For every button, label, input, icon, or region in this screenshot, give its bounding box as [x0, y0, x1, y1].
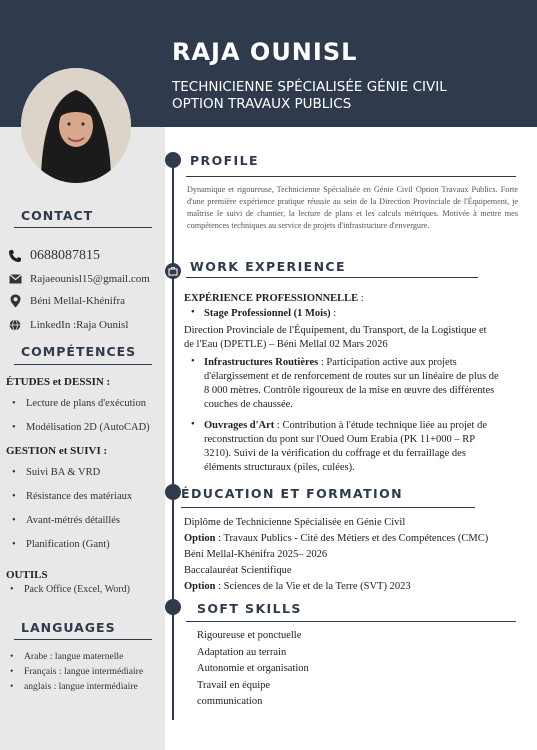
- education-diploma: Diplôme de Technicienne Spécialisée en Génie Civil: [184, 517, 406, 528]
- title-line-2: OPTION TRAVAUX PUBLICS: [172, 96, 352, 112]
- experience-item-2-lead: : Contribution à l'étude technique liée au projet de: [274, 420, 487, 431]
- list-item: Adaptation au terrain: [197, 646, 287, 658]
- list-item: • Planification (Gant): [10, 539, 132, 563]
- candidate-title: [172, 79, 447, 113]
- education-option-1-label: Option: [184, 533, 216, 544]
- title-line-1: TECHNICIENNE SPÉCIALISÉE GÉNIE CIVIL: [172, 79, 447, 95]
- languages-list: [8, 651, 143, 696]
- phone-number: 0688087815: [30, 248, 100, 263]
- profile-divider: [186, 176, 516, 177]
- linkedin-text[interactable]: LinkedIn :Raja Ounisl: [30, 319, 129, 331]
- experience-item-1-title: Infrastructures Routières: [204, 357, 319, 368]
- list-item: communication: [197, 696, 263, 707]
- competences-group-outils: OUTILS: [6, 569, 48, 581]
- contact-phone: [8, 248, 100, 264]
- contact-divider: [14, 227, 152, 228]
- competences-divider: [14, 364, 152, 365]
- experience-item-1-line-4: couches de chaussée.: [204, 399, 293, 410]
- experience-item-2-line-4: éléments structuraux (piles, culées).: [204, 462, 355, 473]
- experience-item-1-line-3: 8 000 mètres. Contrôle rigoureux de la mise en œuvre des différentes: [204, 385, 495, 396]
- education-option-2-text: : Sciences de la Vie et de la Terre (SVT) 2023: [215, 581, 411, 592]
- competences-heading: COMPÉTENCES: [21, 344, 137, 359]
- timeline-dot-education: [165, 484, 181, 500]
- contact-linkedin: [8, 318, 128, 332]
- list-item: • Arabe : langue maternelle: [8, 651, 143, 666]
- experience-divider: [186, 277, 478, 278]
- list-item: • Résistance des matériaux: [10, 491, 132, 515]
- competences-group-etudes: ÉTUDES et DESSIN :: [6, 376, 111, 388]
- education-option-2-label: Option: [184, 581, 216, 592]
- list-item: • Modélisation 2D (AutoCAD): [10, 422, 150, 446]
- org-line-1: Direction Provinciale de l'Équipement, du Transport, de la Logistique et: [184, 325, 487, 336]
- timeline-line: [172, 160, 174, 720]
- profile-text: Dynamique et rigoureuse, Technicienne Spécialisée en Génie Civil Option Travaux Publics. Forte d'une première expérience pratique réussie au sein de la Direction Provinciale de l'Équipement, je maîtrise le suivi de chantier, la lecture de plans et les calculs métriques. Motivée à mettre mes compétences techniques au service de projets d'infrastructure d'envergure.: [187, 185, 518, 230]
- experience-item-1: [204, 356, 499, 412]
- experience-subheading-suffix: :: [358, 293, 364, 304]
- profile-heading: PROFILE: [190, 153, 259, 168]
- experience-subheading-text: EXPÉRIENCE PROFESSIONNELLE: [184, 293, 359, 304]
- experience-item-1-line-1: [204, 356, 499, 370]
- bullet: •: [191, 419, 195, 430]
- competences-outils-list: [8, 584, 130, 595]
- education-place-years: Béni Mellal-Khénifra 2025– 2026: [184, 549, 328, 560]
- list-item: • Pack Office (Excel, Word): [8, 584, 130, 595]
- list-item: • Suivi BA & VRD: [10, 467, 132, 491]
- list-item: Rigoureuse et ponctuelle: [197, 630, 302, 641]
- experience-item-2-line-1: [204, 419, 487, 433]
- list-item: Autonomie et organisation: [197, 663, 309, 674]
- experience-item-2-title: Ouvrages d'Art: [204, 420, 275, 431]
- location-pin-icon: [8, 294, 22, 308]
- softskills-list: [197, 629, 309, 712]
- list-item: • Lecture de plans d'exécution: [10, 398, 150, 422]
- education-option-1: [184, 532, 488, 546]
- softskills-divider: [186, 621, 516, 622]
- competences-gestion-list: [10, 467, 132, 563]
- org-line-2: de l'Eau (DPETLE) – Béni Mellal 02 Mars 2026: [184, 339, 388, 350]
- experience-heading: WORK EXPERIENCE: [190, 259, 346, 274]
- candidate-name: RAJA OUNISL: [172, 38, 358, 66]
- bullet: •: [191, 307, 195, 318]
- education-option-1-text: : Travaux Publics - Cité des Métiers et des Compétences (CMC): [215, 533, 489, 544]
- softskills-heading: SOFT SKILLS: [197, 601, 302, 616]
- globe-icon: [8, 318, 22, 332]
- timeline-dot-experience: [165, 263, 181, 279]
- experience-item-1-line-2: d'élargissement et de renforcement de routes sur un linéaire de plus de: [204, 371, 499, 382]
- portrait-image: [21, 68, 131, 183]
- list-item: Travail en équipe: [197, 679, 271, 691]
- experience-item-2: [204, 419, 487, 475]
- experience-subheading: [184, 292, 364, 306]
- mail-icon: [8, 272, 22, 286]
- education-heading: ÉDUCATION ET FORMATION: [181, 486, 403, 501]
- education-option-2: [184, 580, 411, 594]
- experience-item-1-lead: : Participation active aux projets: [318, 357, 457, 368]
- languages-heading: LANGUAGES: [21, 620, 116, 635]
- location-text: Béni Mellal-Khénifra: [30, 295, 125, 307]
- contact-email: [8, 272, 150, 286]
- phone-icon: [8, 249, 22, 263]
- profile-photo: [21, 68, 131, 183]
- timeline-dot-softskills: [165, 599, 181, 615]
- stage-label: Stage Professionnel (1 Mois): [204, 308, 331, 319]
- bullet: •: [191, 356, 195, 367]
- stage-suffix: :: [330, 308, 337, 319]
- list-item: • Avant-métrés détaillés: [10, 515, 132, 539]
- languages-divider: [14, 639, 152, 640]
- contact-location: [8, 294, 125, 308]
- timeline-dot-profile: [165, 152, 181, 168]
- list-item: • Français : langue intermédiaire: [8, 666, 143, 681]
- list-item: • anglais : langue intermédiaire: [8, 681, 143, 696]
- education-divider: [181, 507, 475, 508]
- competences-etudes-list: [10, 398, 150, 446]
- email-address[interactable]: Rajaeounisl15@gmail.com: [30, 273, 150, 285]
- education-bac: Baccalauréat Scientifique: [184, 565, 292, 576]
- briefcase-icon: [165, 263, 181, 279]
- experience-item-2-line-3: 3210). Suivi de la vérification du coffrage et du ferraillage des: [204, 448, 466, 459]
- stage-title: [204, 307, 336, 321]
- contact-heading: CONTACT: [21, 208, 94, 223]
- competences-group-gestion: GESTION et SUIVI :: [6, 445, 108, 457]
- experience-item-2-line-2: reconstruction du pont sur l'Oued Oum Erabia (PK 11+000 – RP: [204, 434, 476, 445]
